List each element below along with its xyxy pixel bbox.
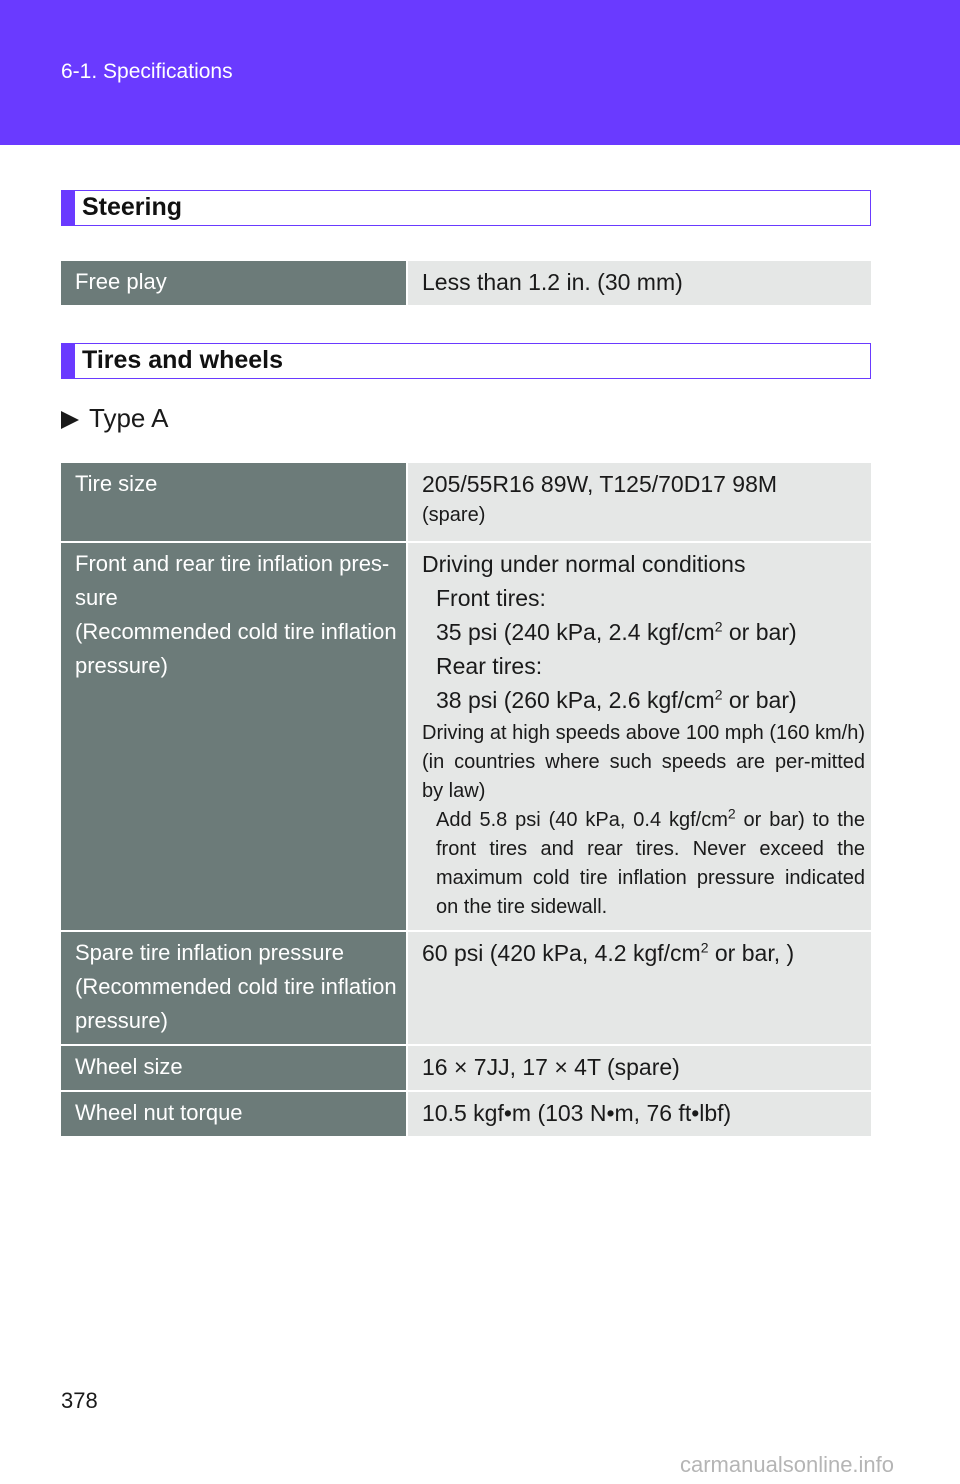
table-row bbox=[61, 261, 871, 306]
steering-heading bbox=[61, 190, 871, 226]
spare-inflation-label bbox=[61, 931, 407, 1045]
free-play-label: Free play bbox=[61, 261, 407, 306]
type-a-text: Type A bbox=[89, 403, 169, 433]
steering-table bbox=[61, 261, 871, 307]
spare-label-line2: (Recommended cold tire inflation bbox=[75, 974, 397, 999]
page-number: 378 bbox=[61, 1388, 98, 1413]
watermark: carmanualsonline.info bbox=[680, 1452, 895, 1477]
steering-heading-text: Steering bbox=[82, 193, 183, 221]
inflation-label-line4: pressure) bbox=[75, 653, 168, 678]
table-row bbox=[61, 931, 871, 1045]
heading-accent-bar bbox=[62, 191, 75, 225]
heading-accent-bar bbox=[62, 344, 75, 378]
add-pressure-text: Add 5.8 psi (40 kPa, 0.4 kgf/$cm^2$ or bar) to the front tires and rear tires. Never exceed the maximum cold tire inflation pressure indicated on the tire sidewall. bbox=[436, 805, 866, 918]
tires-table bbox=[61, 463, 871, 1138]
rear-tires-label: Rear tires: bbox=[436, 653, 543, 679]
free-play-value: Less than 1.2 in. (30 mm) bbox=[407, 261, 871, 306]
wheel-size-value: 16 × 7JJ, 17 × 4T (spare) bbox=[407, 1045, 871, 1091]
inflation-label bbox=[61, 542, 407, 931]
normal-conditions-heading: Driving under normal conditions bbox=[422, 551, 746, 577]
triangle-bullet-icon bbox=[61, 411, 79, 429]
tire-size-line2: (spare) bbox=[422, 504, 486, 526]
page-header bbox=[0, 0, 960, 145]
inflation-label-line2: sure bbox=[75, 585, 118, 610]
wheel-size-label: Wheel size bbox=[61, 1045, 407, 1091]
front-tires-value: 35 psi (240 kPa, 2.4 kgf/$cm^2$ or bar) bbox=[436, 618, 797, 645]
type-a-label bbox=[61, 403, 169, 434]
high-speed-text: Driving at high speeds above 100 mph (160 km/h) (in countries where such speeds are per-mitted by law) bbox=[422, 722, 865, 802]
table-row bbox=[61, 1045, 871, 1091]
section-title: 6-1. Specifications bbox=[61, 60, 233, 83]
spare-inflation-value: 60 psi (420 kPa, 4.2 kgf/$cm^2$ or bar, ) bbox=[407, 931, 871, 1045]
inflation-label-line3: (Recommended cold tire inflation bbox=[75, 619, 397, 644]
tires-heading bbox=[61, 343, 871, 379]
spare-label-line1: Spare tire inflation pressure bbox=[75, 940, 345, 965]
inflation-value bbox=[407, 542, 871, 931]
spare-label-line3: pressure) bbox=[75, 1008, 168, 1033]
table-row bbox=[61, 463, 871, 542]
wheel-nut-torque-label: Wheel nut torque bbox=[61, 1091, 407, 1137]
tire-size-value bbox=[407, 463, 871, 542]
inflation-label-line1: Front and rear tire inflation pres- bbox=[75, 551, 390, 576]
wheel-nut-torque-value: 10.5 kgf•m (103 N•m, 76 ft•lbf) bbox=[407, 1091, 871, 1137]
front-tires-label: Front tires: bbox=[436, 585, 546, 611]
table-row bbox=[61, 542, 871, 931]
table-row bbox=[61, 1091, 871, 1137]
tires-heading-text: Tires and wheels bbox=[82, 346, 284, 374]
tire-size-line1: 205/55R16 89W, T125/70D17 98M bbox=[422, 471, 778, 497]
rear-tires-value: 38 psi (260 kPa, 2.6 kgf/$cm^2$ or bar) bbox=[436, 686, 797, 713]
tire-size-label: Tire size bbox=[61, 463, 407, 542]
